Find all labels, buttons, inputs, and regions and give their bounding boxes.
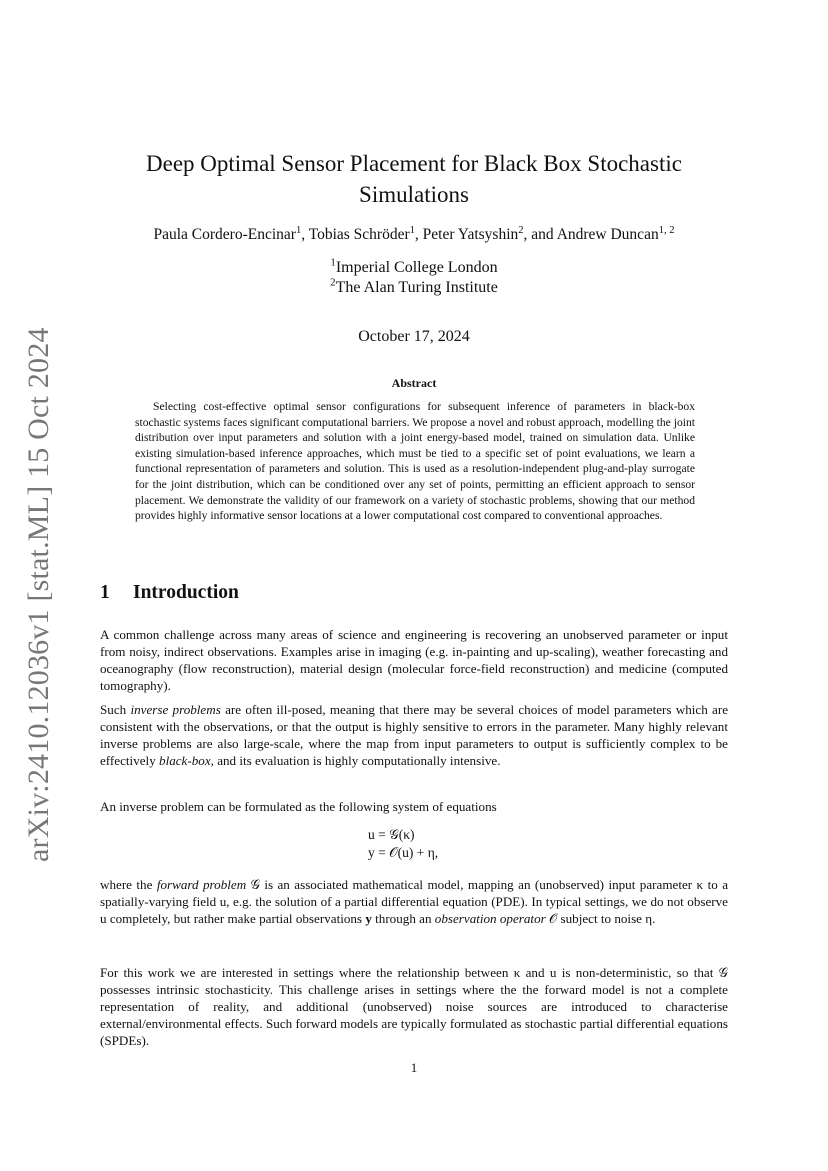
emphasis-text: forward problem: [156, 877, 247, 892]
emphasis-text: black-box: [159, 752, 211, 768]
section-title: Introduction: [133, 582, 239, 603]
affiliation: [100, 278, 728, 298]
text-run: 𝒢 is an associated mathematical model, mapping an (unobserved) input parameter κ to a spatially-varying field u, e.g. the solution of a partial differential equation (PDE). In typical settings, we do not observe u completely, but rather make partial observations: [100, 877, 729, 926]
title-line-2: Simulations: [359, 182, 469, 207]
affiliations: [100, 258, 728, 298]
paragraph-5: For this work we are interested in settings where the relationship between κ and u is non-deterministic, so that 𝒢 possesses intrinsic stochasticity. This challenge arises in settings where the the forward model is not a complete representation of reality, and additional (unobserved) noise sources are introduced to characterise external/environmental effects. Such forward models are typically formulated as stochastic partial differential equations (SPDEs).: [100, 965, 728, 1048]
text-run: , and its evaluation is highly computationally intensive.: [210, 752, 501, 768]
equation-line: u = 𝒢(κ): [368, 827, 415, 842]
section-heading: [100, 582, 239, 604]
bold-symbol: y: [365, 910, 372, 926]
affiliation-name: Imperial College London: [335, 259, 498, 276]
abstract-text: Selecting cost-effective optimal sensor configurations for subsequent inference of parameters in black-box stochastic systems faces significant computational barriers. We propose a novel and robust approach, modelling the joint distribution over input parameters and solution with a joint energy-based model, trained on simulation data. Unlike existing simulation-based inference approaches, which must be tied to a specific set of point evaluations, we learn a functional representation of parameters and solution. This is used as a resolution-independent plug-and-play surrogate for the joint distribution, which can be conditioned over any set of points, permitting an efficient approach to sensor placement. We demonstrate the validity of our framework on a variety of stochastic problems, showing that our method provides highly informative sensor locations at a lower computational cost compared to conventional approaches.: [135, 400, 695, 523]
affiliation-mark: 1: [330, 256, 336, 269]
author-separator: ,: [301, 226, 309, 243]
paper-date: October 17, 2024: [358, 328, 470, 345]
affiliation-name: The Alan Turing Institute: [335, 279, 498, 296]
author-affil-mark: 1: [409, 224, 415, 236]
affiliation: [100, 258, 728, 278]
emphasis-text: inverse problems: [130, 702, 221, 717]
text-run: where the: [100, 877, 157, 892]
section-number: 1: [100, 582, 110, 603]
author-affil-mark: 1, 2: [658, 224, 675, 236]
text-run: through an: [371, 910, 435, 926]
paragraph-1: A common challenge across many areas of science and engineering is recovering an unobserved parameter or input from noisy, indirect observations. Examples arise in imaging (e.g. in-painting and up-scaling), weather forecasting and oceanography (flow reconstruction), material design (molecular force-field reconstruction) and medicine (computed tomography).: [100, 627, 728, 693]
author: Paula Cordero-Encinar: [153, 226, 296, 243]
emphasis-text: observation operator: [434, 910, 546, 926]
paragraph-2: [100, 702, 728, 770]
text-run: 𝒪 subject to noise η.: [545, 910, 656, 926]
author: Tobias Schröder: [308, 226, 410, 243]
paper-title: [100, 148, 728, 210]
affiliation-mark: 2: [330, 276, 336, 289]
paragraph-4: [100, 877, 728, 928]
abstract-heading: Abstract: [391, 376, 437, 390]
author-separator: , and: [523, 226, 557, 243]
equation-system: [368, 826, 438, 862]
title-line-1: Deep Optimal Sensor Placement for Black Box Stochastic: [146, 151, 682, 176]
author-separator: ,: [414, 226, 423, 243]
paragraph-3: An inverse problem can be formulated as the following system of equations: [100, 799, 497, 814]
arxiv-stamp: arXiv:2410.12036v1 [stat.ML] 15 Oct 2024: [22, 327, 55, 862]
author: Andrew Duncan: [556, 226, 659, 243]
text-run: Such: [100, 702, 131, 717]
author-affil-mark: 2: [518, 224, 524, 236]
arxiv-sidebar: [22, 327, 62, 862]
author-affil-mark: 1: [295, 224, 302, 236]
equation-line: y = 𝒪(u) + η,: [368, 845, 439, 860]
page-number: 1: [410, 1060, 418, 1075]
text-run: are often ill-posed, meaning that there may be several choices of model parameters which are consistent with the observations, or that the output is highly sensitive to errors in the parameter. Many highly relevant inverse problems are also large-scale, where the map from input parameters to output is sufficiently complex to be effectively: [100, 702, 729, 768]
author-list: [80, 226, 748, 244]
author: Peter Yatsyshin: [422, 226, 519, 243]
